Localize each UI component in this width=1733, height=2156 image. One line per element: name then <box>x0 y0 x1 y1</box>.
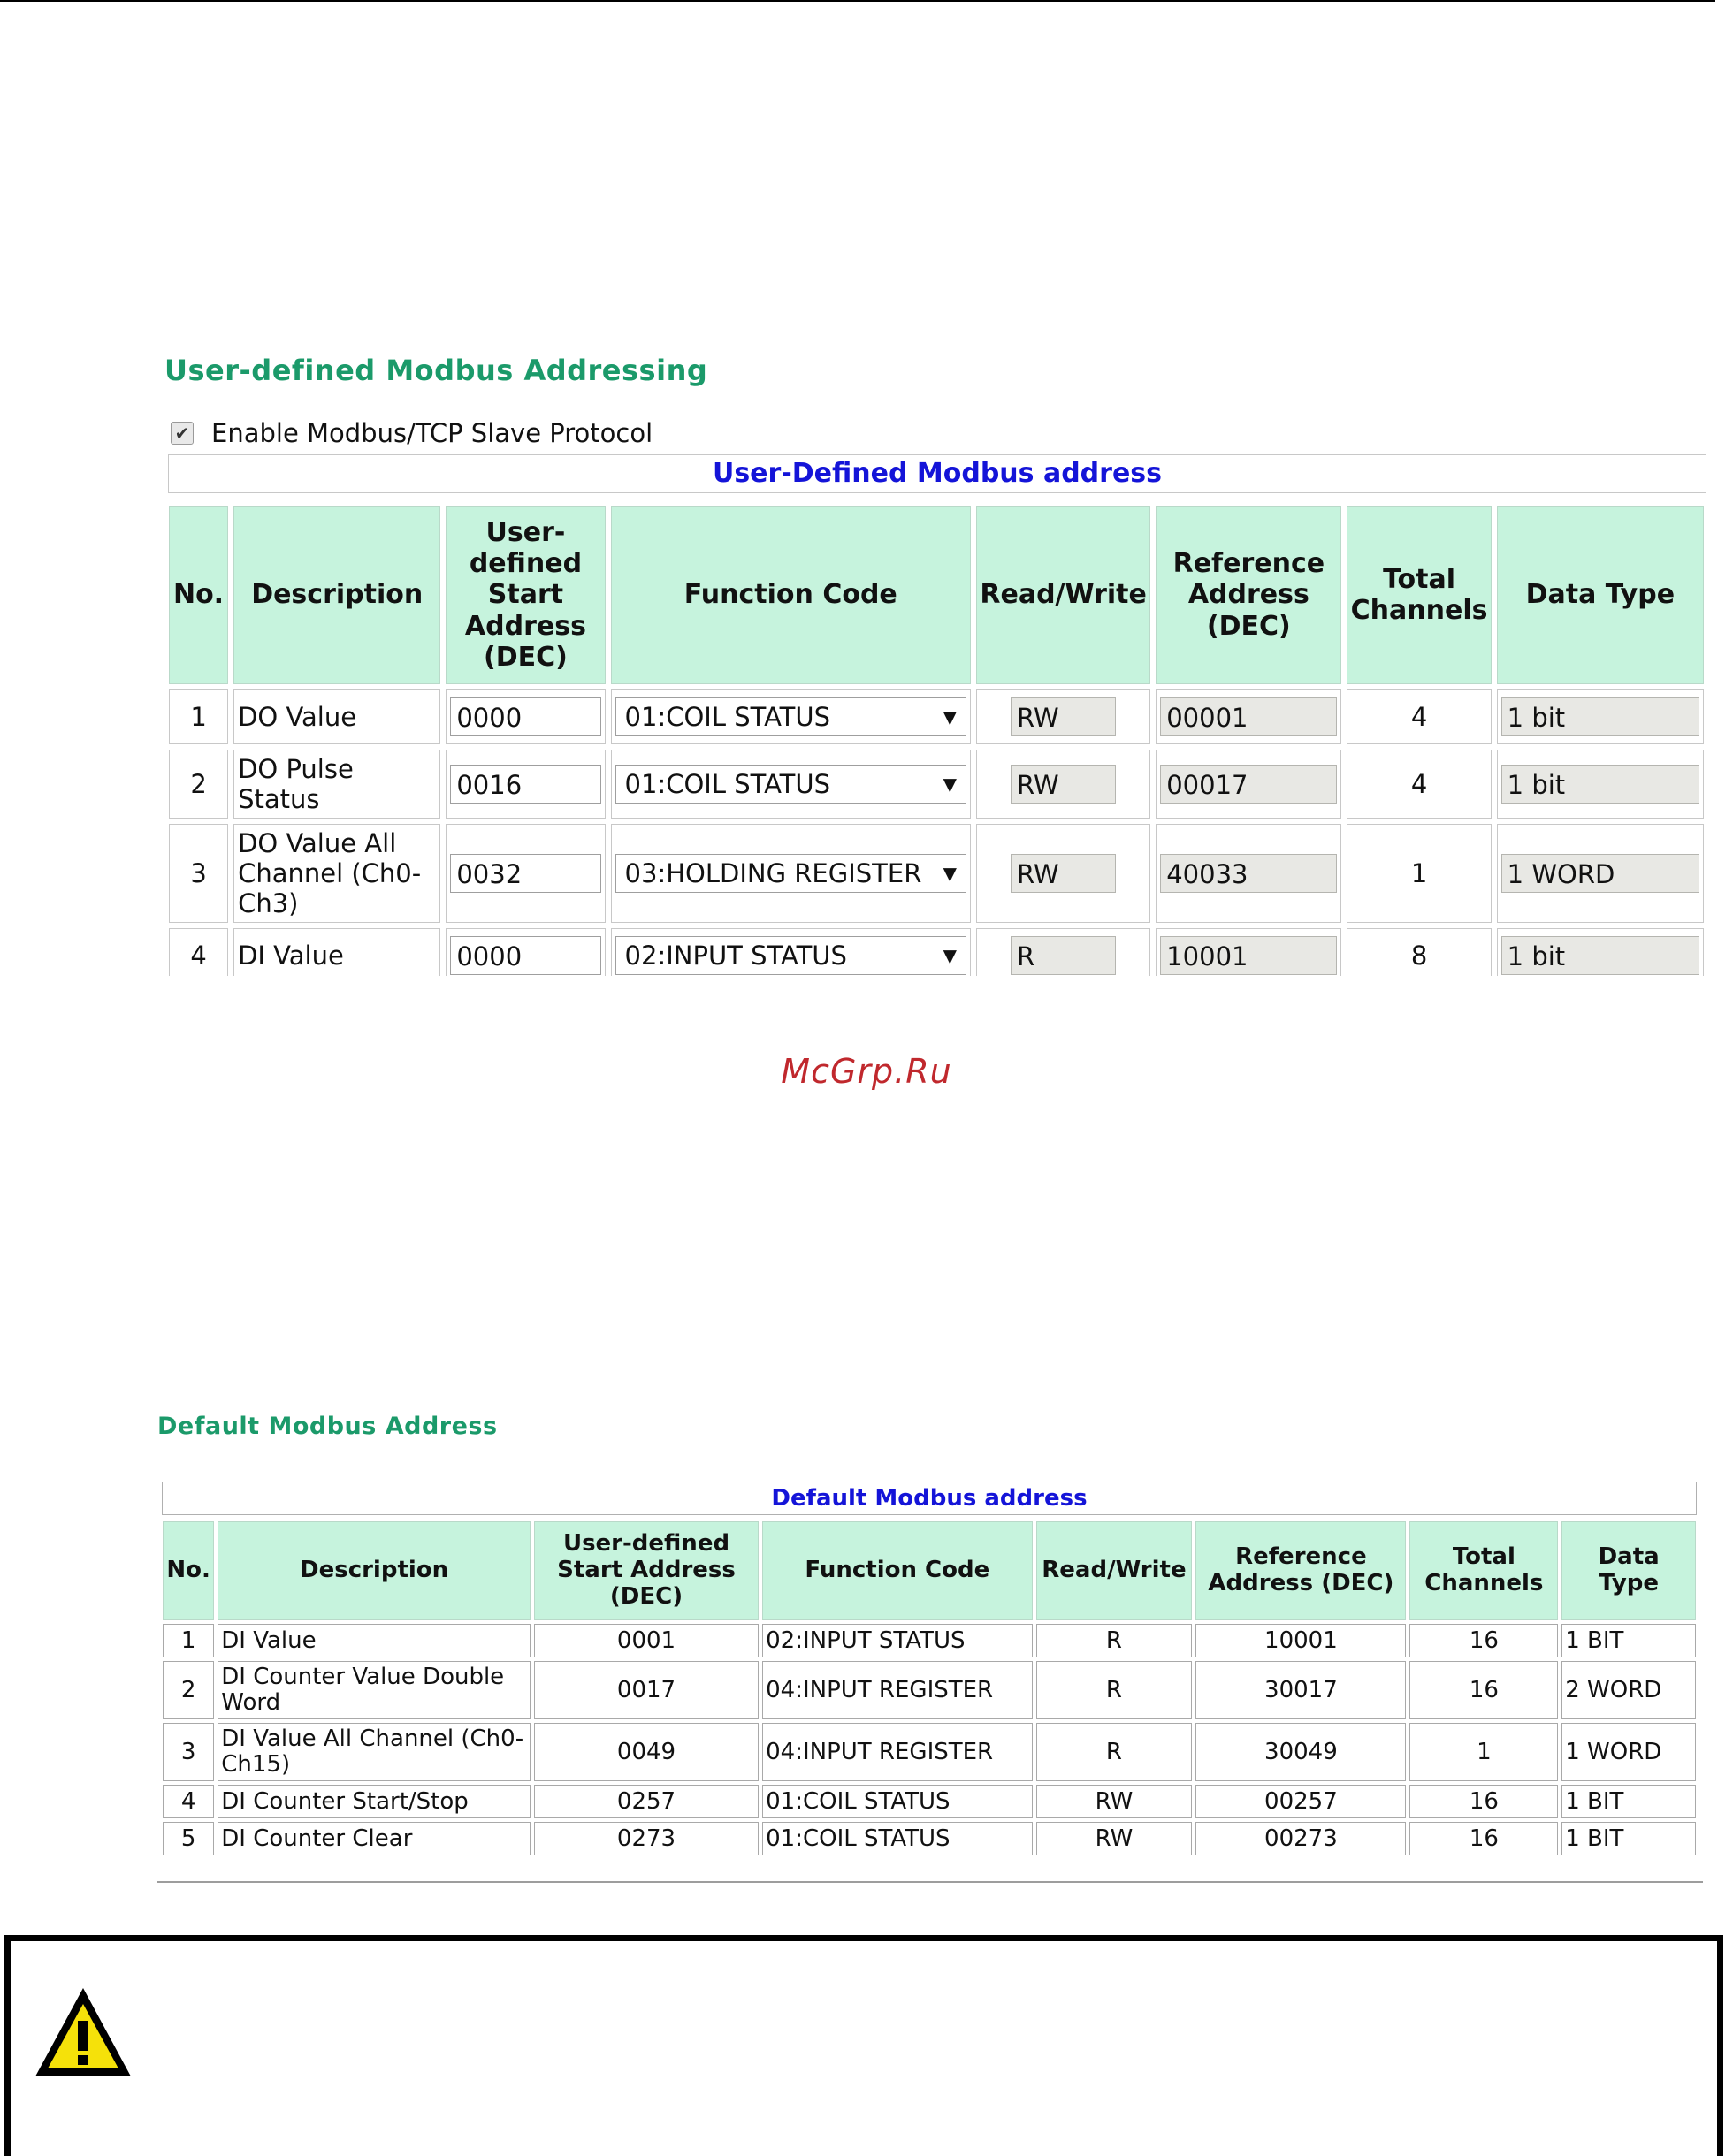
enable-modbus-checkbox-row[interactable] <box>171 415 653 451</box>
enable-modbus-checkbox[interactable]: ✔ <box>171 422 194 445</box>
row-function-code: 04:INPUT REGISTER <box>762 1723 1032 1781</box>
header-total-channels: Total Channels <box>1409 1521 1558 1620</box>
row-read-write: R <box>1036 1723 1193 1781</box>
start-address-cell <box>446 824 605 923</box>
section-title-default: Default Modbus Address <box>157 1413 498 1440</box>
read-write-field: R <box>1011 936 1116 975</box>
reference-address-field: 40033 <box>1160 854 1337 893</box>
reference-address-field: 00001 <box>1160 697 1337 736</box>
table-row <box>169 689 1704 744</box>
reference-address-cell <box>1156 928 1341 976</box>
row-description: DI Counter Clear <box>218 1822 531 1855</box>
row-start-address: 0273 <box>534 1822 759 1855</box>
function-code-value: 01:COIL STATUS <box>624 702 831 732</box>
total-channels-cell: 8 <box>1347 928 1491 976</box>
function-code-select[interactable] <box>615 697 966 736</box>
row-read-write: R <box>1036 1624 1193 1657</box>
data-type-field: 1 bit <box>1501 765 1699 804</box>
data-type-field: 1 bit <box>1501 936 1699 975</box>
row-description: DI Value <box>233 928 440 976</box>
reference-address-field: 00017 <box>1160 765 1337 804</box>
data-type-cell <box>1497 928 1704 976</box>
function-code-value: 03:HOLDING REGISTER <box>624 858 922 888</box>
row-start-address: 0001 <box>534 1624 759 1657</box>
row-description: DO Pulse Status <box>233 750 440 819</box>
read-write-cell <box>976 824 1150 923</box>
data-type-field: 1 bit <box>1501 697 1699 736</box>
row-reference-address: 30049 <box>1195 1723 1406 1781</box>
start-address-cell <box>446 689 605 744</box>
data-type-cell <box>1497 689 1704 744</box>
header-data-type: Data Type <box>1497 506 1704 684</box>
header-no: No. <box>163 1521 214 1620</box>
total-channels-cell: 4 <box>1347 750 1491 819</box>
row-total-channels: 16 <box>1409 1785 1558 1818</box>
table-header-row <box>163 1521 1696 1620</box>
row-total-channels: 1 <box>1409 1723 1558 1781</box>
row-function-code: 04:INPUT REGISTER <box>762 1661 1032 1719</box>
row-description: DI Counter Value Double Word <box>218 1661 531 1719</box>
header-no: No. <box>169 506 228 684</box>
function-code-cell <box>611 824 971 923</box>
row-no: 1 <box>169 689 228 744</box>
reference-address-field: 10001 <box>1160 936 1337 975</box>
read-write-cell <box>976 689 1150 744</box>
reference-address-cell <box>1156 689 1341 744</box>
warning-box <box>4 1935 1723 2156</box>
enable-modbus-label: Enable Modbus/TCP Slave Protocol <box>211 418 653 448</box>
start-address-input[interactable]: 0000 <box>450 936 600 975</box>
row-reference-address: 10001 <box>1195 1624 1406 1657</box>
row-description: DI Value All Channel (Ch0-Ch15) <box>218 1723 531 1781</box>
read-write-field: RW <box>1011 854 1116 893</box>
start-address-cell <box>446 928 605 976</box>
start-address-input[interactable]: 0016 <box>450 765 600 804</box>
table-header-row <box>169 506 1704 684</box>
row-no: 5 <box>163 1822 214 1855</box>
data-type-field: 1 WORD <box>1501 854 1699 893</box>
header-reference-address: Reference Address (DEC) <box>1195 1521 1406 1620</box>
row-start-address: 0257 <box>534 1785 759 1818</box>
header-read-write: Read/Write <box>976 506 1150 684</box>
row-total-channels: 16 <box>1409 1661 1558 1719</box>
row-total-channels: 16 <box>1409 1624 1558 1657</box>
row-no: 2 <box>163 1661 214 1719</box>
dropdown-arrow-icon: ▼ <box>943 773 958 795</box>
row-data-type: 1 BIT <box>1561 1785 1696 1818</box>
row-function-code: 02:INPUT STATUS <box>762 1624 1032 1657</box>
row-no: 2 <box>169 750 228 819</box>
header-start-address: User-defined Start Address (DEC) <box>446 506 605 684</box>
row-start-address: 0049 <box>534 1723 759 1781</box>
row-description: DO Value All Channel (Ch0-Ch3) <box>233 824 440 923</box>
function-code-cell <box>611 689 971 744</box>
function-code-select[interactable] <box>615 765 966 804</box>
header-total-channels: Total Channels <box>1347 506 1491 684</box>
user-defined-modbus-table <box>166 500 1706 976</box>
total-channels-cell: 4 <box>1347 689 1491 744</box>
row-reference-address: 00257 <box>1195 1785 1406 1818</box>
row-description: DO Value <box>233 689 440 744</box>
row-reference-address: 30017 <box>1195 1661 1406 1719</box>
header-start-address: User-defined Start Address (DEC) <box>534 1521 759 1620</box>
data-type-cell <box>1497 824 1704 923</box>
function-code-cell <box>611 750 971 819</box>
start-address-cell <box>446 750 605 819</box>
table-row <box>163 1822 1696 1855</box>
table-row <box>163 1723 1696 1781</box>
read-write-cell <box>976 750 1150 819</box>
row-reference-address: 00273 <box>1195 1822 1406 1855</box>
default-modbus-table <box>159 1518 1699 1859</box>
dropdown-arrow-icon: ▼ <box>943 945 958 966</box>
function-code-value: 01:COIL STATUS <box>624 769 831 799</box>
row-description: DI Value <box>218 1624 531 1657</box>
header-description: Description <box>233 506 440 684</box>
dropdown-arrow-icon: ▼ <box>943 863 958 884</box>
function-code-value: 02:INPUT STATUS <box>624 941 847 971</box>
row-total-channels: 16 <box>1409 1822 1558 1855</box>
header-reference-address: Reference Address (DEC) <box>1156 506 1341 684</box>
row-data-type: 1 BIT <box>1561 1822 1696 1855</box>
warning-icon <box>30 1981 136 2087</box>
row-start-address: 0017 <box>534 1661 759 1719</box>
row-no: 3 <box>169 824 228 923</box>
default-table-caption: Default Modbus address <box>162 1482 1697 1515</box>
row-function-code: 01:COIL STATUS <box>762 1785 1032 1818</box>
row-data-type: 2 WORD <box>1561 1661 1696 1719</box>
row-description: DI Counter Start/Stop <box>218 1785 531 1818</box>
read-write-cell <box>976 928 1150 976</box>
row-read-write: R <box>1036 1661 1193 1719</box>
function-code-select[interactable] <box>615 854 966 893</box>
row-read-write: RW <box>1036 1822 1193 1855</box>
table-row <box>169 928 1704 976</box>
header-description: Description <box>218 1521 531 1620</box>
read-write-field: RW <box>1011 697 1116 736</box>
row-no: 4 <box>163 1785 214 1818</box>
header-function-code: Function Code <box>611 506 971 684</box>
total-channels-cell: 1 <box>1347 824 1491 923</box>
user-defined-table-caption: User-Defined Modbus address <box>168 454 1706 493</box>
reference-address-cell <box>1156 824 1341 923</box>
start-address-input[interactable]: 0000 <box>450 697 600 736</box>
row-no: 4 <box>169 928 228 976</box>
reference-address-cell <box>1156 750 1341 819</box>
header-data-type: Data Type <box>1561 1521 1696 1620</box>
section-title-user-defined: User-defined Modbus Addressing <box>164 354 708 387</box>
table-row <box>163 1661 1696 1719</box>
row-data-type: 1 WORD <box>1561 1723 1696 1781</box>
read-write-field: RW <box>1011 765 1116 804</box>
row-function-code: 01:COIL STATUS <box>762 1822 1032 1855</box>
top-rule <box>0 0 1715 2</box>
row-no: 3 <box>163 1723 214 1781</box>
table-row <box>169 824 1704 923</box>
default-table-bottom-rule <box>157 1881 1703 1883</box>
function-code-select[interactable] <box>615 936 966 975</box>
table-row <box>163 1624 1696 1657</box>
watermark-text: McGrp.Ru <box>781 1052 952 1091</box>
row-read-write: RW <box>1036 1785 1193 1818</box>
table-row <box>169 750 1704 819</box>
start-address-input[interactable]: 0032 <box>450 854 600 893</box>
user-defined-table-viewport <box>166 500 1706 976</box>
row-data-type: 1 BIT <box>1561 1624 1696 1657</box>
header-function-code: Function Code <box>762 1521 1032 1620</box>
function-code-cell <box>611 928 971 976</box>
dropdown-arrow-icon: ▼ <box>943 706 958 728</box>
row-no: 1 <box>163 1624 214 1657</box>
header-read-write: Read/Write <box>1036 1521 1193 1620</box>
data-type-cell <box>1497 750 1704 819</box>
table-row <box>163 1785 1696 1818</box>
